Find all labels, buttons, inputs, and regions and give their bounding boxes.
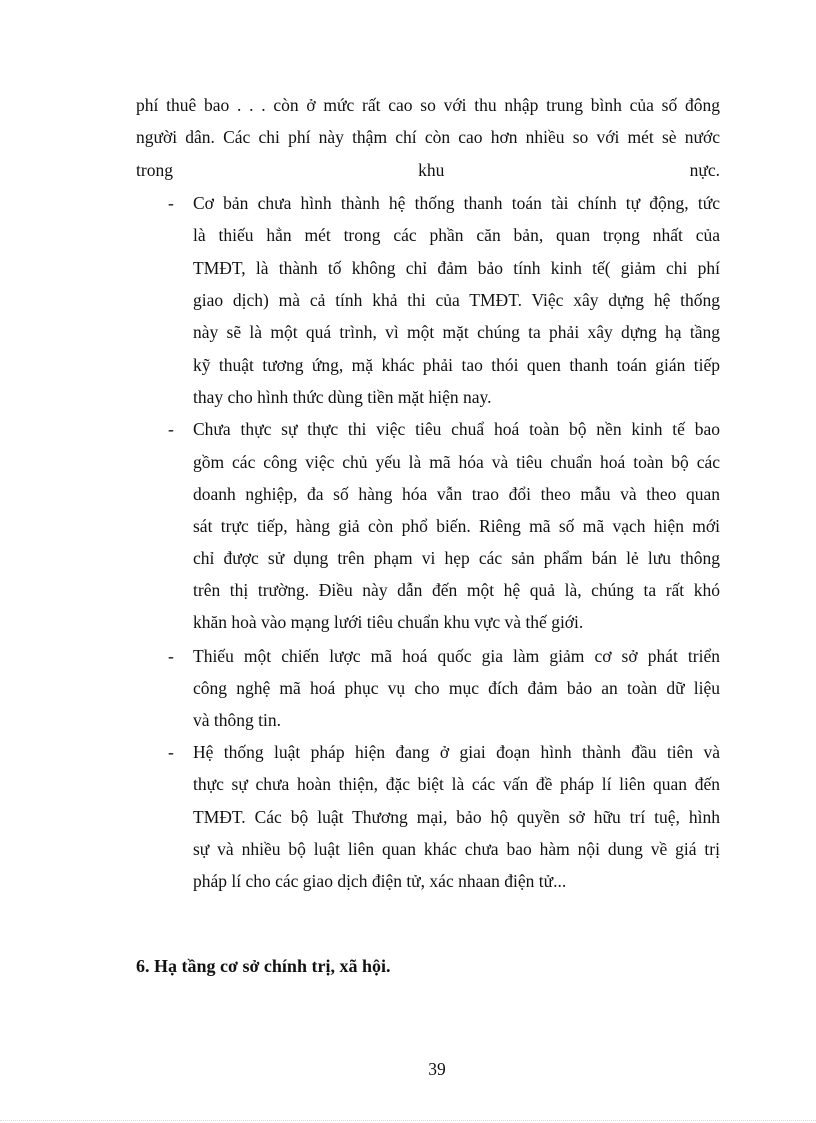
bullet-2-line-2: gồm các công việc chủ yếu là mã hóa và tiêu chuẩn hoá toàn bộ các bbox=[193, 452, 720, 472]
page-bottom-edge bbox=[0, 1120, 816, 1121]
bullet-2-line-5: chỉ được sử dụng trên phạm vi hẹp các sản phẩm bán lẻ lưu thông bbox=[193, 548, 720, 568]
bullet-marker-3: - bbox=[168, 646, 174, 666]
bullet-marker-2: - bbox=[168, 419, 174, 439]
intro-line-3: trong khu nực. bbox=[136, 160, 720, 180]
bullet-4-line-1: Hệ thống luật pháp hiện đang ở giai đoạn hình thành đầu tiên và bbox=[193, 742, 720, 762]
bullet-1-line-6: kỹ thuật tương ứng, mặ khác phải tao thói quen thanh toán gián tiếp bbox=[193, 355, 720, 375]
bullet-1-line-5: này sẽ là một quá trình, vì một mặt chúng ta phải xây dựng hạ tầng bbox=[193, 322, 720, 342]
bullet-2-line-4: sát trực tiếp, hàng giả còn phổ biến. Riêng mã số mã vạch hiện mới bbox=[193, 516, 720, 536]
bullet-2-line-1: Chưa thực sự thực thi việc tiêu chuẩ hoá toàn bộ nền kinh tế bao bbox=[193, 419, 720, 439]
bullet-2-line-7: khăn hoà vào mạng lưới tiêu chuẩn khu vực và thế giới. bbox=[193, 612, 584, 632]
bullet-marker-1: - bbox=[168, 193, 174, 213]
bullet-4-line-2: thực sự chưa hoàn thiện, đặc biệt là các vấn đề pháp lí liên quan đến bbox=[193, 774, 720, 794]
intro-line-1: phí thuê bao . . . còn ở mức rất cao so với thu nhập trung bình của số đông bbox=[136, 95, 720, 115]
intro-line-2: người dân. Các chi phí này thậm chí còn cao hơn nhiều so với mét sè nước bbox=[136, 127, 720, 147]
bullet-marker-4: - bbox=[168, 742, 174, 762]
bullet-1-line-3: TMĐT, là thành tố không chỉ đảm bảo tính kinh tế( giảm chi phí bbox=[193, 258, 720, 278]
bullet-3-line-3: và thông tin. bbox=[193, 710, 281, 730]
page-number: 39 bbox=[428, 1059, 446, 1079]
bullet-1-line-7: thay cho hình thức dùng tiền mặt hiện nay. bbox=[193, 387, 492, 407]
bullet-4-line-3: TMĐT. Các bộ luật Thương mại, bảo hộ quyền sở hữu trí tuệ, hình bbox=[193, 807, 720, 827]
bullet-1-line-2: là thiếu hẳn mét trong các phần căn bản, quan trọng nhất của bbox=[193, 225, 720, 245]
bullet-2-line-6: trên thị trường. Điều này dẫn đến một hệ quả là, chúng ta rất khó bbox=[193, 580, 720, 600]
bullet-4-line-4: sự và nhiều bộ luật liên quan khác chưa bao hàm nội dung về giá trị bbox=[193, 839, 720, 859]
bullet-2-line-3: doanh nghiệp, đa số hàng hóa vẫn trao đổi theo mẫu và theo quan bbox=[193, 484, 720, 504]
section-heading: 6. Hạ tầng cơ sở chính trị, xã hội. bbox=[136, 956, 391, 976]
bullet-1-line-4: giao dịch) mà cả tính khả thi của TMĐT. Việc xây dựng hệ thống bbox=[193, 290, 720, 310]
bullet-4-line-5: pháp lí cho các giao dịch điện tử, xác nhaan điện tử... bbox=[193, 871, 567, 891]
bullet-1-line-1: Cơ bản chưa hình thành hệ thống thanh toán tài chính tự động, tức bbox=[193, 193, 720, 213]
bullet-3-line-1: Thiếu một chiến lược mã hoá quốc gia làm giảm cơ sở phát triển bbox=[193, 646, 720, 666]
bullet-3-line-2: công nghệ mã hoá phục vụ cho mục đích đảm bảo an toàn dữ liệu bbox=[193, 678, 720, 698]
